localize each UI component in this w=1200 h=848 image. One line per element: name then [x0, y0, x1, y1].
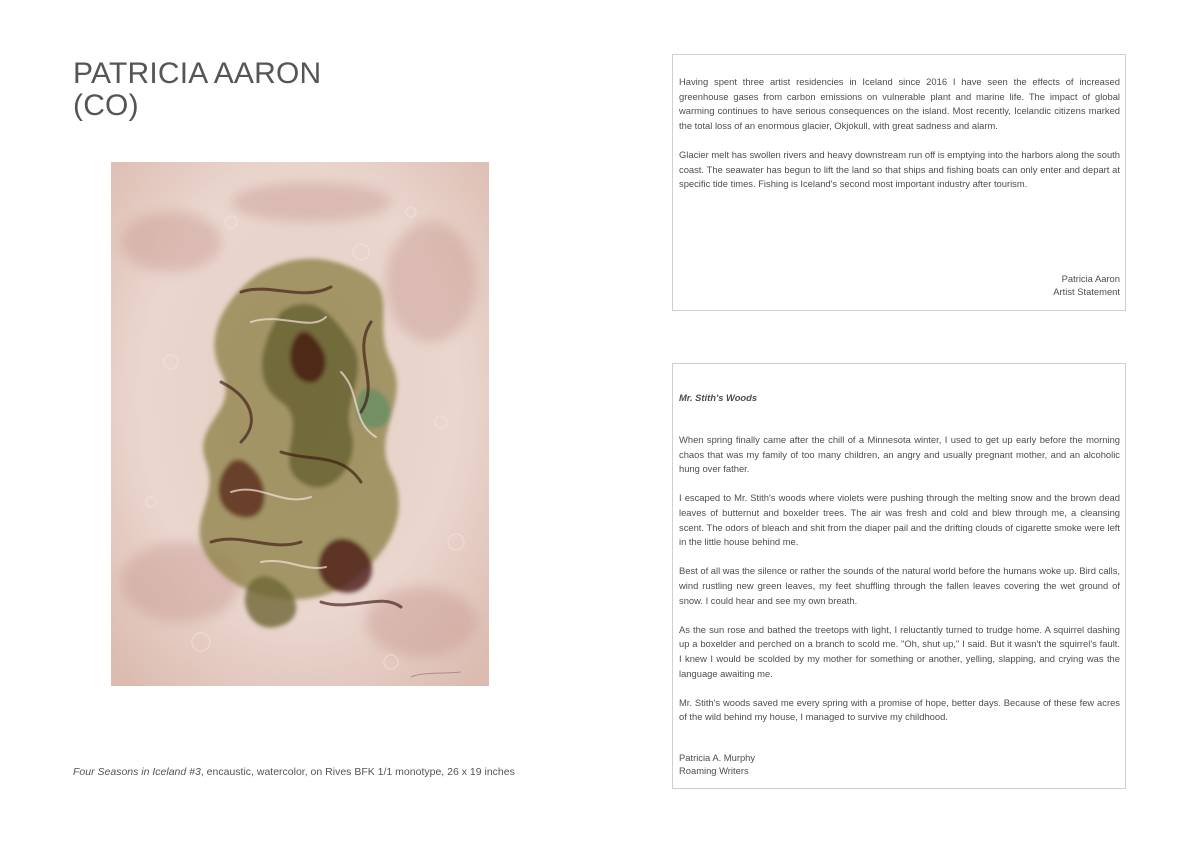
statement-paragraph: Having spent three artist residencies in Iceland since 2016 I have seen the effects of increased greenhouse gases from carbon emissions on vulnerable plant and marine life. The impact of global warming continues to have serious consequences on the island. Most recently, Icelandic citizens marked the total loss of an enormous glacier, Okjokull, with great sadness and alarm. — [679, 76, 1120, 131]
artist-statement-box — [672, 54, 1126, 311]
essay-paragraph: I escaped to Mr. Stith's woods where violets were pushing through the melting snow and the brown dead leaves of butternut and boxelder trees. The air was fresh and cold and blew through me, a cleansing scent. The odors of bleach and shit from the diaper pail and the drifting clouds of cigarette smoke were left in the little house behind me. — [679, 492, 1120, 548]
artist-statement-body — [679, 75, 1120, 192]
artwork-details: , encaustic, watercolor, on Rives BFK 1/1 monotype, 26 x 19 inches — [200, 766, 515, 778]
artist-state: (CO) — [73, 89, 139, 122]
essay-paragraph: As the sun rose and bathed the treetops with light, I reluctantly turned to trudge home. A squirrel dashing up a boxelder and perched on a branch to scold me. "Oh, shut up," I said. But it wasn't the squirrel's fault. I knew I would be scolded by my mother for something or another, yelling, slapping, and crying was the language awaiting me. — [679, 623, 1120, 679]
statement-paragraph: Glacier melt has swollen rivers and heavy downstream run off is emptying into the harbors along the south coast. The seawater has begun to lift the land so that ships and fishing boats can only enter and depart at specific tide times. Fishing is Iceland's second most important industry after tourism. — [679, 148, 1120, 190]
artwork-title: Four Seasons in Iceland #3 — [73, 766, 201, 778]
essay-paragraph: Mr. Stith's woods saved me every spring with a promise of hope, better days. Because of these few acres of the wild behind my house, I managed to survive my childhood. — [679, 696, 1120, 723]
essay-signature — [679, 752, 755, 777]
artist-name: PATRICIA AARON — [73, 57, 322, 90]
essay-publication: Roaming Writers — [679, 764, 749, 776]
artwork-painting — [111, 162, 489, 686]
essay-paragraph: Best of all was the silence or rather the sounds of the natural world before the humans woke up. Bird calls, wind rustling new green leaves, my feet shuffling through the fallen leaves covering the wet ground of snow. I could hear and see my own breath. — [679, 565, 1120, 606]
statement-role: Artist Statement — [1053, 285, 1120, 297]
artwork-image — [111, 162, 489, 686]
artist-name-heading — [73, 58, 321, 122]
essay-title: Mr. Stith's Woods — [679, 392, 758, 403]
essay-paragraph: When spring finally came after the chill of a Minnesota winter, I used to get up early before the morning chaos that was my family of too many children, an angry and usually pregnant mother, and an alcoholic hung over father. — [679, 434, 1120, 475]
statement-signature — [1053, 273, 1120, 298]
statement-author: Patricia Aaron — [1061, 273, 1120, 285]
artwork-caption — [73, 766, 515, 778]
essay-body — [679, 433, 1120, 725]
essay-box — [672, 363, 1126, 789]
essay-author: Patricia A. Murphy — [679, 752, 756, 764]
